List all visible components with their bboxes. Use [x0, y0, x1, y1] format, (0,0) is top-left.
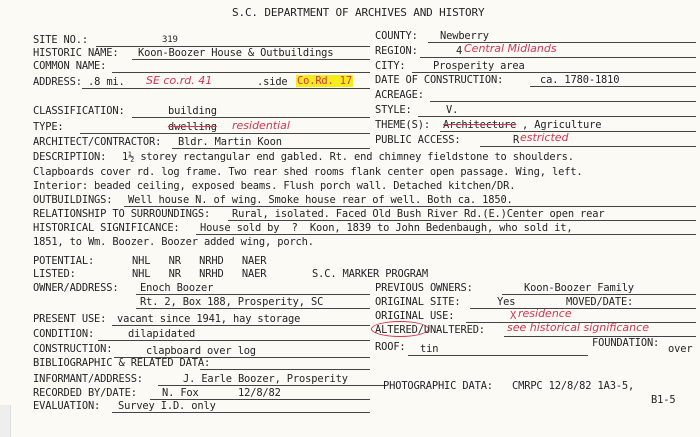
architect-value: Bldr. Martin Koon: [178, 136, 282, 148]
region-handwritten: Central Midlands: [464, 42, 557, 55]
significance-label: HISTORICAL SIGNIFICANCE:: [33, 222, 180, 234]
marker-program: S.C. MARKER PROGRAM: [312, 268, 429, 280]
recorded-date: 12/8/82: [238, 387, 281, 399]
foundation-value: over: [668, 343, 693, 355]
style-value: V.: [446, 104, 459, 116]
original-use-handwritten: residence: [518, 307, 572, 320]
historic-name-label: HISTORIC NAME:: [33, 47, 119, 59]
potential-options: NHL NR NRHD NAER: [132, 255, 267, 267]
outbuildings-value: Well house N. of wing. Smoke house rear of well. Both ca. 1850.: [128, 194, 513, 206]
card-header: S.C. DEPARTMENT OF ARCHIVES AND HISTORY: [232, 6, 485, 19]
city-value: Prosperity area: [433, 60, 525, 72]
evaluation-label: EVALUATION:: [33, 400, 101, 412]
altered-handwritten: see historical significance: [507, 321, 649, 334]
owner-name: Enoch Boozer: [140, 282, 214, 294]
informant-label: INFORMANT/ADDRESS:: [33, 373, 143, 385]
relationship-label: RELATIONSHIP TO SURROUNDINGS:: [33, 208, 211, 220]
classification-label: CLASSIFICATION:: [33, 105, 125, 117]
address-value-b: .side: [257, 76, 288, 88]
region-label: REGION:: [375, 45, 418, 57]
acreage-label: ACREAGE:: [375, 89, 424, 101]
region-number: 4: [456, 45, 463, 57]
themes-value: , Agriculture: [522, 119, 602, 131]
construction-label: CONSTRUCTION:: [33, 343, 113, 355]
bibliography-label: BIBLIOGRAPHIC & RELATED DATA:: [33, 357, 211, 369]
recorded-name: N. Fox: [162, 387, 199, 399]
address-handwritten-1: SE co.rd. 41: [146, 74, 213, 87]
historic-name-value: Koon-Boozer House & Outbuildings: [138, 47, 334, 59]
type-label: TYPE:: [33, 121, 64, 133]
address-handwritten-2: Co.Rd. 17: [297, 75, 352, 87]
photo-value-2: B1-5: [651, 394, 676, 406]
date-value: ca. 1780-1810: [540, 74, 620, 86]
public-access-r: R: [513, 134, 520, 146]
description-line-3: Interior: beaded ceiling, exposed beams. Flush porch wall. Detached kitchen/DR.: [33, 180, 516, 192]
city-label: CITY:: [375, 60, 406, 72]
site-no-label: SITE NO.:: [33, 34, 88, 46]
address-value-a: .8 mi.: [88, 76, 125, 88]
common-name-label: COMMON NAME:: [33, 60, 107, 72]
listed-label: LISTED:: [33, 268, 76, 280]
type-handwritten: residential: [232, 119, 290, 132]
site-no-value: 319: [162, 35, 178, 45]
relationship-value: Rural, isolated. Faced Old Bush River Rd.(E.)Center open rear: [232, 208, 605, 220]
themes-struck: Architecture: [443, 119, 517, 131]
significance-line-1: House sold by ? Koon, 1839 to John Bedenbaugh, who sold it,: [200, 222, 573, 234]
public-access-label: PUBLIC ACCESS:: [375, 134, 461, 146]
foundation-label: FOUNDATION:: [592, 337, 660, 349]
date-label: DATE OF CONSTRUCTION:: [375, 74, 504, 86]
altered-label: ALTERED/UNALTERED:: [375, 324, 485, 336]
previous-owners-label: PREVIOUS OWNERS:: [375, 282, 473, 294]
card-punch-hole: [0, 405, 11, 437]
original-use-label: ORIGINAL USE:: [375, 310, 455, 322]
condition-label: CONDITION:: [33, 328, 95, 340]
outbuildings-label: OUTBUILDINGS:: [33, 194, 113, 206]
themes-label: THEME(S):: [375, 119, 430, 131]
present-use-value: vacant since 1941, hay storage: [117, 313, 301, 325]
moved-date-label: MOVED/DATE:: [566, 296, 634, 308]
original-site-value: Yes: [497, 296, 516, 308]
previous-owners-value: Koon-Boozer Family: [524, 282, 634, 294]
roof-label: ROOF:: [375, 341, 406, 353]
listed-options: NHL NR NRHD NAER: [132, 268, 267, 280]
description-line-1: 1½ storey rectangular end gabled. Rt. end chimney fieldstone to shoulders.: [122, 151, 574, 163]
potential-label: POTENTIAL:: [33, 255, 95, 267]
architect-label: ARCHITECT/CONTRACTOR:: [33, 136, 162, 148]
present-use-label: PRESENT USE:: [33, 313, 107, 325]
type-struck-value: dwelling: [168, 121, 217, 133]
photo-label: PHOTOGRAPHIC DATA:: [383, 380, 493, 392]
construction-value: clapboard over log: [146, 345, 256, 357]
address-label: ADDRESS:: [33, 76, 82, 88]
condition-value: dilapidated: [128, 328, 196, 340]
recorded-label: RECORDED BY/DATE:: [33, 387, 137, 399]
county-label: COUNTY:: [375, 30, 418, 42]
original-use-x: X: [510, 310, 517, 322]
description-line-2: Clapboards cover rd. log frame. Two rear shed rooms flank center open passage. Wing, left.: [33, 166, 583, 178]
owner-label: OWNER/ADDRESS:: [33, 282, 119, 294]
style-label: STYLE:: [375, 104, 412, 116]
original-site-label: ORIGINAL SITE:: [375, 296, 461, 308]
classification-value: building: [168, 105, 217, 117]
significance-line-2: 1851, to Wm. Boozer. Boozer added wing, porch.: [33, 236, 314, 248]
owner-address: Rt. 2, Box 188, Prosperity, SC: [140, 296, 324, 308]
informant-value: J. Earle Boozer, Prosperity: [183, 373, 348, 385]
public-access-handwritten: estricted: [520, 131, 569, 144]
roof-value: tin: [420, 343, 439, 355]
description-label: DESCRIPTION:: [33, 151, 107, 163]
photo-value: CMRPC 12/8/82 1A3-5,: [512, 380, 635, 392]
evaluation-value: Survey I.D. only: [118, 400, 216, 412]
county-value: Newberry: [440, 30, 489, 42]
